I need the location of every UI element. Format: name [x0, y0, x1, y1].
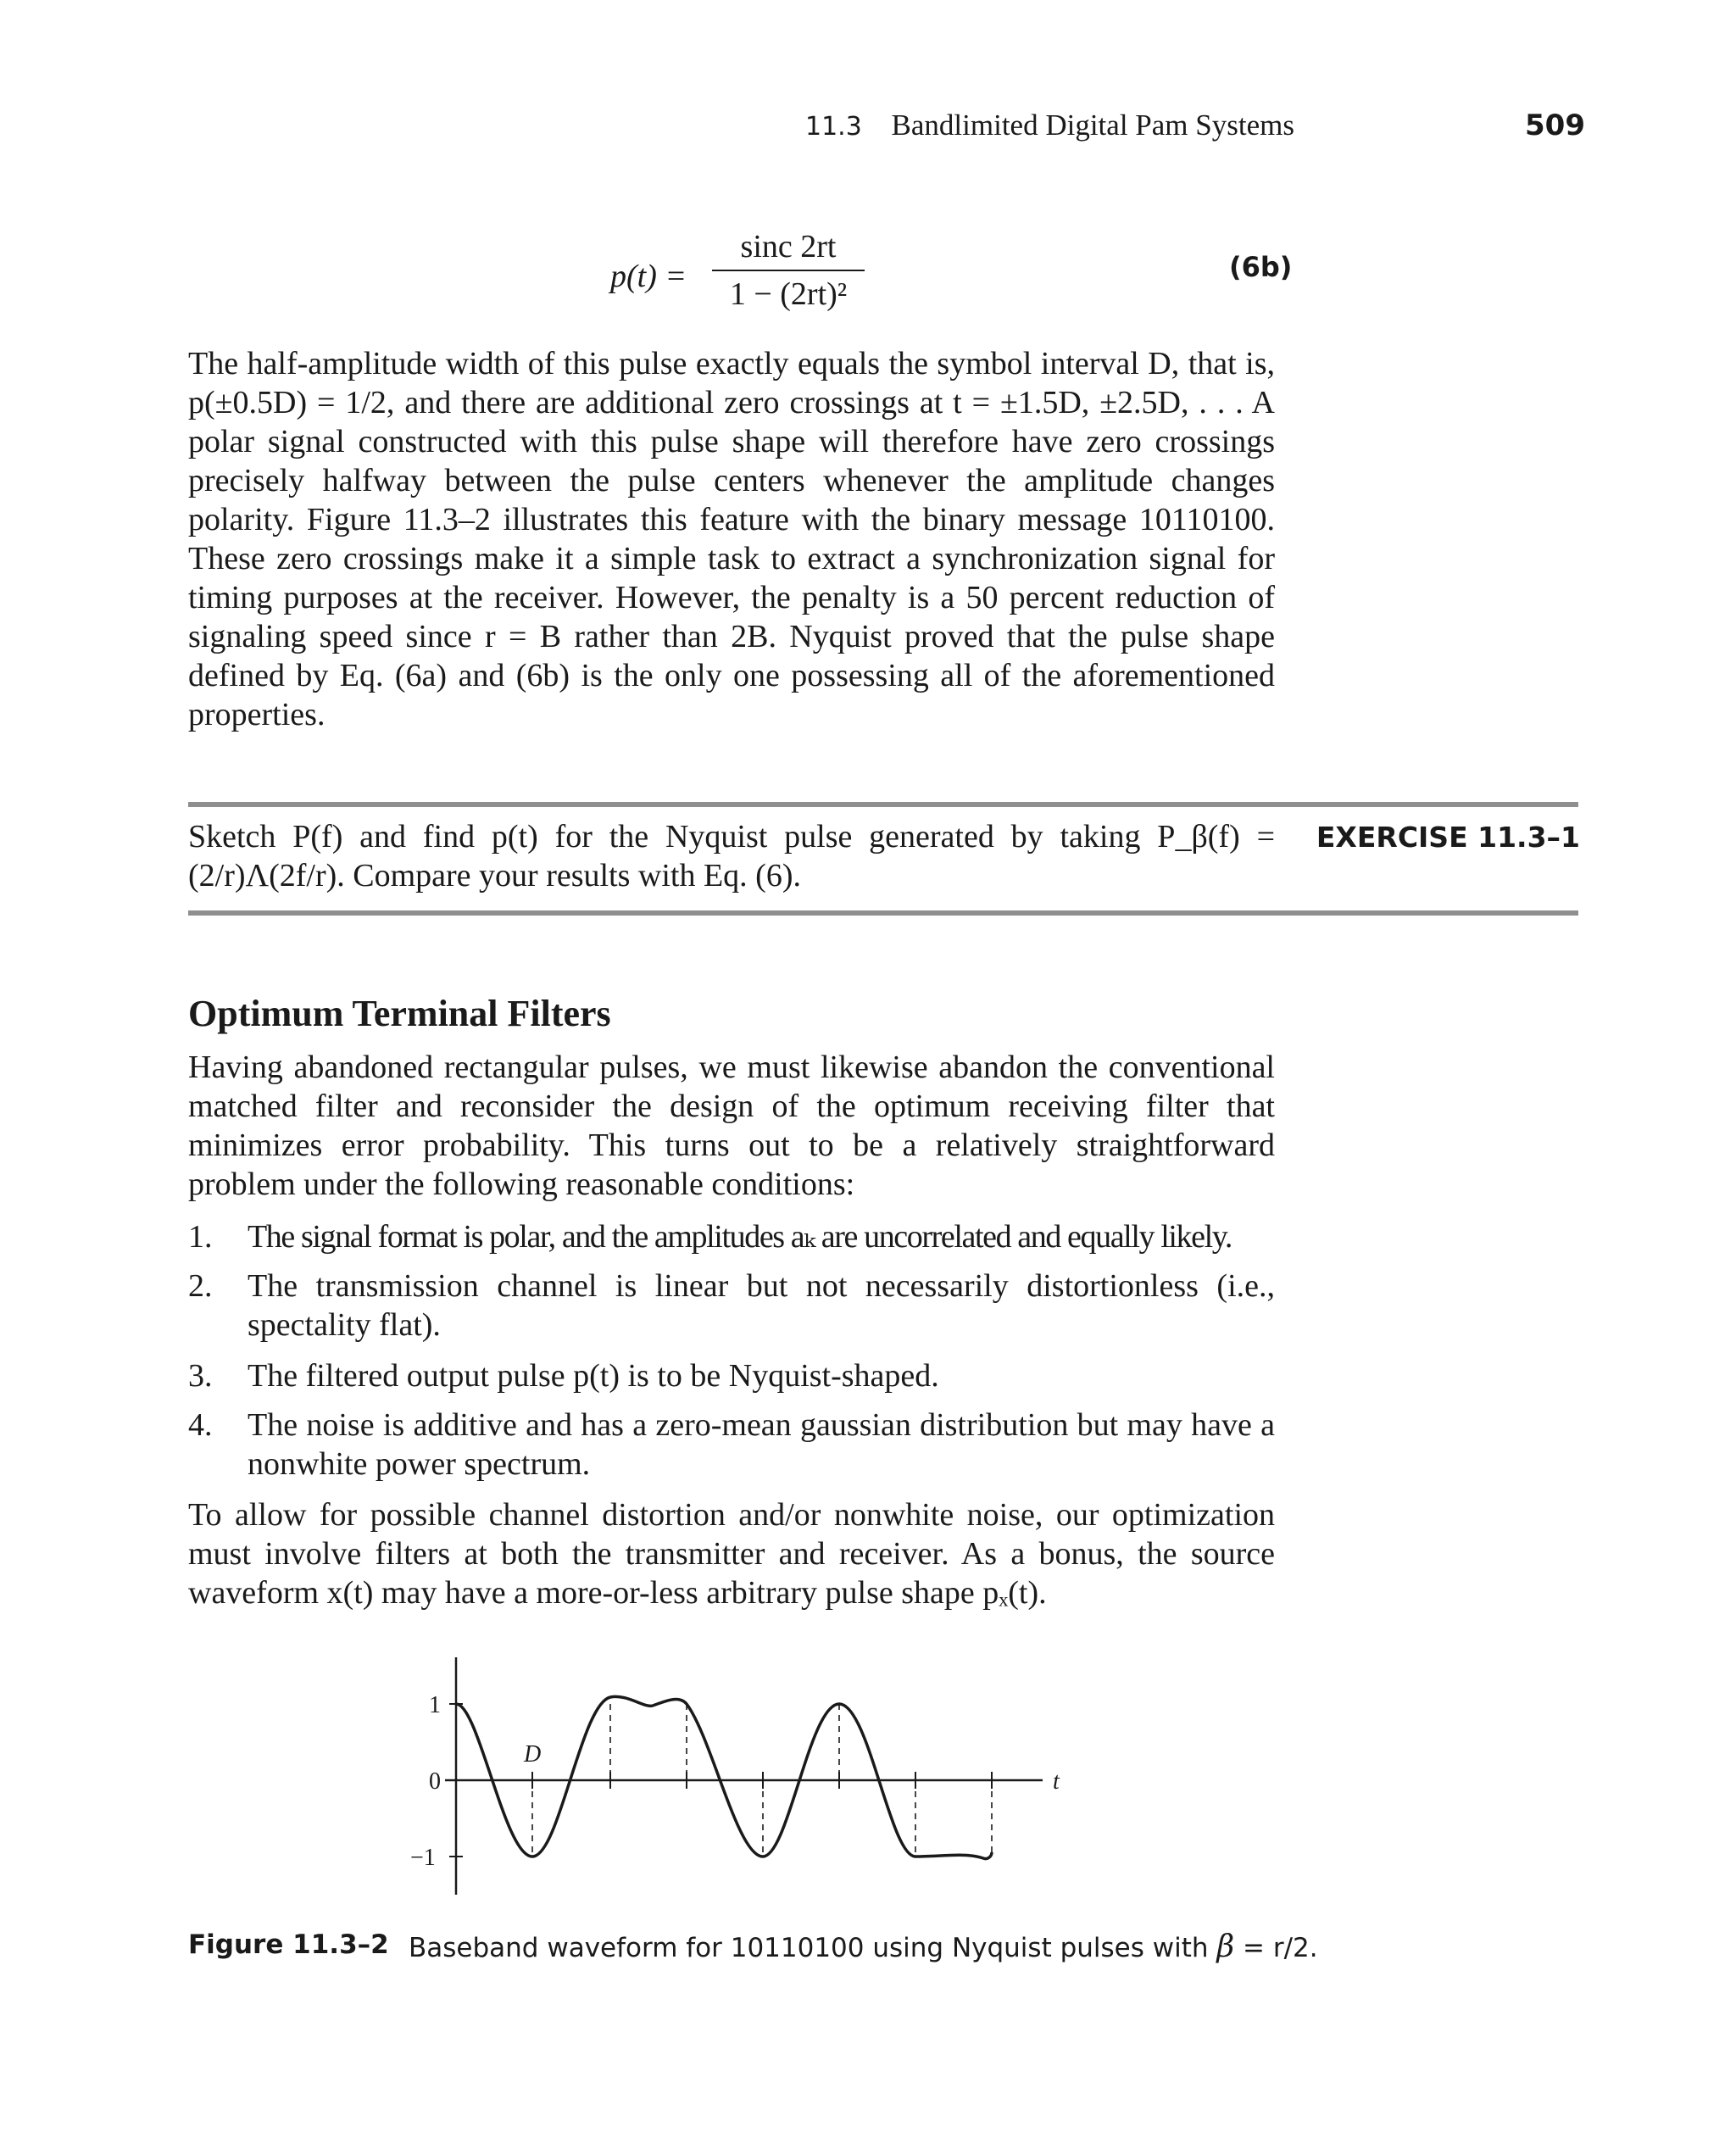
exercise-text: Sketch P(f) and find p(t) for the Nyquist pulse generated by taking P_β(f) = (2/r)Λ(2f/r). Compare your results with Eq. (6). — [188, 819, 1275, 894]
equation-denominator: 1 − (2rt)² — [729, 276, 848, 312]
exercise-top-rule — [188, 802, 1578, 807]
section-heading: Optimum Terminal Filters — [188, 993, 611, 1034]
figure-caption-label: Figure 11.3–2 — [188, 1929, 389, 1960]
list-item-text: The transmission channel is linear but not necessarily distortionless (i.e., spectality flat). — [248, 1268, 1275, 1343]
y-tick-label-minus-1: −1 — [410, 1845, 436, 1871]
list-item-text: The signal format is polar, and the amplitudes aₖ are uncorrelated and equally likely. — [248, 1219, 1232, 1255]
list-item-number: 4. — [188, 1407, 213, 1443]
section-number: 11.3 — [805, 112, 862, 142]
equation-numerator: sinc 2rt — [740, 229, 837, 264]
page-number: 509 — [1525, 109, 1585, 142]
body-paragraph-2: Having abandoned rectangular pulses, we must likewise abandon the conventional matched filter and reconsider the design of the optimum receiving filter that minimizes error probability. This turns out to be a relatively straightforward problem under the following reasonable conditions: — [188, 1049, 1275, 1202]
running-head — [805, 109, 1294, 142]
t-axis-label: t — [1053, 1768, 1060, 1795]
waveform-curve — [456, 1696, 992, 1858]
d-label: D — [524, 1741, 542, 1768]
caption-beta-symbol: β — [1216, 1929, 1235, 1964]
list-item-text: The filtered output pulse p(t) is to be Nyquist-shaped. — [248, 1358, 939, 1394]
fraction-bar — [712, 270, 865, 271]
caption-text-part-2: = r/2. — [1234, 1933, 1318, 1963]
caption-text-part-1: Baseband waveform for 10110100 using Nyquist pulses with — [409, 1933, 1217, 1963]
y-tick-label-1: 1 — [429, 1692, 441, 1718]
list-item-text: The noise is additive and has a zero-mean gaussian distribution but may have a nonwhite power spectrum. — [248, 1407, 1275, 1482]
exercise-label: EXERCISE 11.3–1 — [1316, 821, 1580, 854]
waveform-figure — [398, 1645, 1077, 1907]
body-paragraph-3: To allow for possible channel distortion and/or nonwhite noise, our optimization must involve filters at both the transmitter and receiver. As a bonus, the source waveform x(t) may have a more-or-less arbitrary pulse shape pₓ(t). — [188, 1497, 1275, 1611]
exercise-bottom-rule — [188, 910, 1578, 916]
section-title: Bandlimited Digital Pam Systems — [891, 109, 1294, 142]
equation-fraction — [712, 227, 865, 314]
list-item-number: 2. — [188, 1268, 213, 1304]
figure-caption-text — [409, 1929, 1318, 1964]
body-paragraph-1: The half-amplitude width of this pulse exactly equals the symbol interval D, that is, p(±0.5D) = 1/2, and there are additional zero crossings at t = ±1.5D, ±2.5D, . . . A polar signal constructed with this pulse shape will therefore have zero crossings precisely halfway between the pulse centers whenever the amplitude changes polarity. Figure 11.3–2 illustrates this feature with the binary message 10110100. These zero crossings make it a simple task to extract a synchronization signal for timing purposes at the receiver. However, the penalty is a 50 percent reduction of signaling speed since r = B rather than 2B. Nyquist proved that the pulse shape defined by Eq. (6a) and (6b) is the only one possessing all of the aforementioned properties. — [188, 346, 1275, 732]
list-item-number: 1. — [188, 1219, 213, 1255]
equation-lhs: p(t) = — [610, 259, 687, 294]
list-item-number: 3. — [188, 1358, 213, 1394]
y-tick-label-0: 0 — [429, 1768, 441, 1795]
equation-number: (6b) — [1229, 251, 1293, 283]
